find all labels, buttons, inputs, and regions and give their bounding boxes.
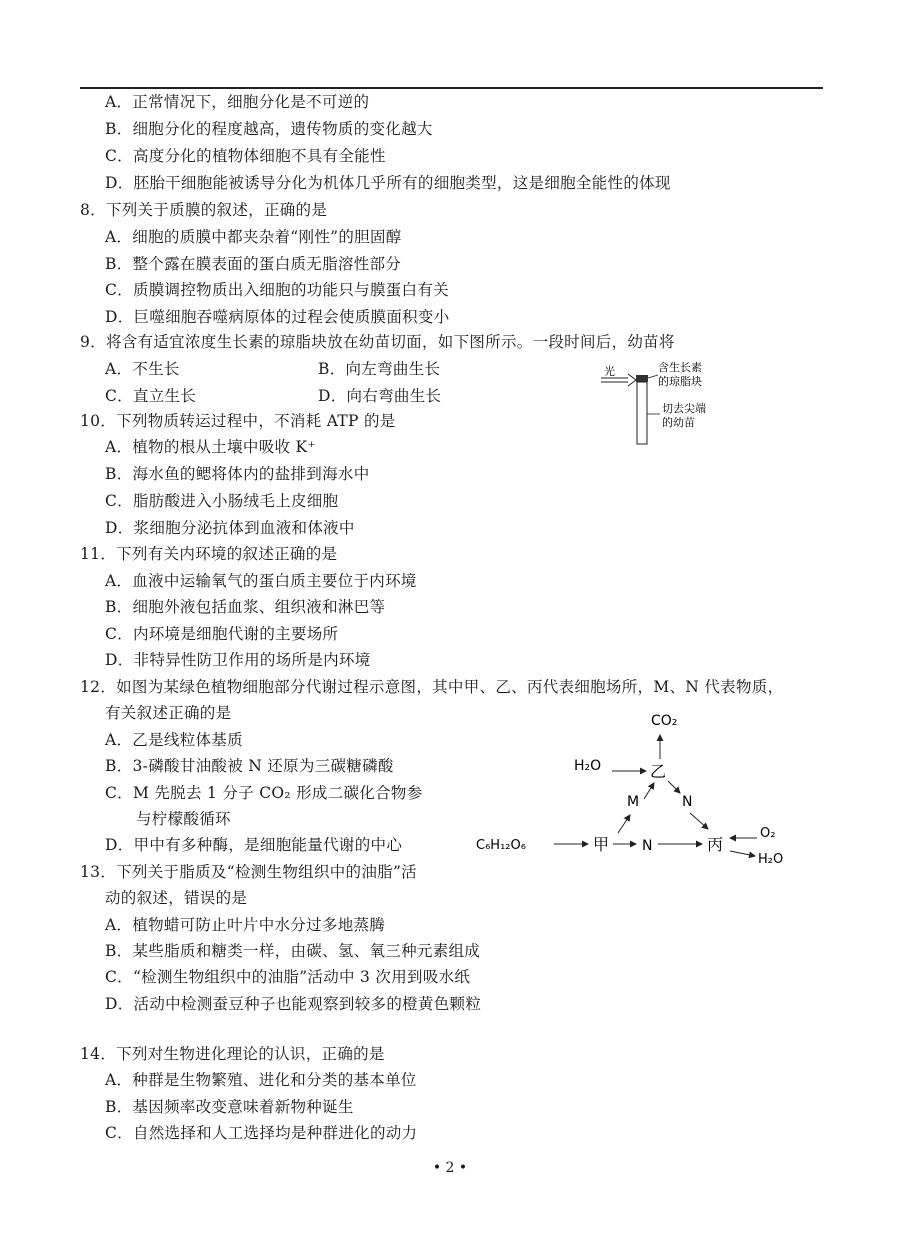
agar-label-1: 含生长素	[658, 361, 702, 374]
q10-option-c: C．脂肪酸进入小肠绒毛上皮细胞	[105, 492, 339, 510]
agar-pointer-line	[648, 375, 658, 378]
o2-label: O₂	[760, 826, 776, 841]
agar-label-2: 的琼脂块	[658, 375, 702, 388]
q12-option-a: A．乙是线粒体基质	[105, 731, 243, 749]
q14-option-c: C．自然选择和人工选择均是种群进化的动力	[105, 1124, 418, 1142]
q8-option-c: C．质膜调控物质出入细胞的功能只与膜蛋白有关	[105, 281, 449, 299]
q12-stem-line-2: 有关叙述正确的是	[105, 704, 232, 722]
q12-option-c-line-1: C．M 先脱去 1 分子 CO₂ 形成二碳化合物参	[105, 784, 423, 802]
q11-option-c: C．内环境是细胞代谢的主要场所	[105, 625, 339, 643]
n-right-label: N	[682, 794, 693, 810]
n-bottom-label: N	[642, 838, 653, 854]
seedling-label-1: 切去尖端	[662, 402, 706, 415]
q12-option-d: D．甲中有多种酶，是细胞能量代谢的中心	[105, 836, 403, 854]
q13-stem-line-1: 13．下列关于脂质及“检测生物组织中的油脂”活	[80, 863, 417, 881]
page-number: • 2 •	[432, 1160, 468, 1176]
q8-stem: 8．下列关于质膜的叙述，正确的是	[80, 201, 328, 219]
q9-option-c: C．直立生长	[105, 387, 197, 405]
h2o-input-label: H₂O	[574, 758, 602, 774]
q13-option-c: C．“检测生物组织中的油脂”活动中 3 次用到吸水纸	[105, 968, 471, 986]
q10-option-b: B．海水鱼的鳃将体内的盐排到海水中	[105, 465, 370, 483]
q9-stem: 9．将含有适宜浓度生长素的琼脂块放在幼苗切面，如下图所示。一段时间后，幼苗将	[80, 333, 675, 351]
yi-label: 乙	[650, 762, 667, 781]
q11-option-a: A．血液中运输氧气的蛋白质主要位于内环境	[105, 572, 417, 590]
co2-label: CO₂	[651, 713, 678, 729]
q13-option-a: A．植物蜡可防止叶片中水分过多地蒸腾	[105, 916, 386, 934]
q13-stem-line-2: 动的叙述，错误的是	[105, 889, 248, 907]
header-rule	[80, 87, 823, 89]
q8-option-d: D．巨噬细胞吞噬病原体的过程会使质膜面积变小	[105, 308, 450, 326]
q11-option-b: B．细胞外液包括血浆、组织液和淋巴等	[105, 598, 386, 616]
q10-option-a: A．植物的根从土壤中吸收 K⁺	[105, 438, 316, 456]
q10-option-d: D．浆细胞分泌抗体到血液和体液中	[105, 519, 355, 537]
q10-stem: 10．下列物质转运过程中，不消耗 ATP 的是	[80, 412, 396, 430]
q14-option-a: A．种群是生物繁殖、进化和分类的基本单位	[105, 1071, 417, 1089]
q9-option-d: D．向右弯曲生长	[318, 387, 442, 405]
q7-option-c: C．高度分化的植物体细胞不具有全能性	[105, 147, 386, 165]
q7-option-b: B．细胞分化的程度越高，遗传物质的变化越大	[105, 120, 433, 138]
q13-option-b: B．某些脂质和糖类一样，由碳、氢、氧三种元素组成	[105, 942, 481, 960]
glucose-label: C₆H₁₂O₆	[476, 838, 526, 853]
q9-option-b: B．向左弯曲生长	[318, 360, 441, 378]
jia-label: 甲	[593, 835, 610, 854]
q14-option-b: B．基因频率改变意味着新物种诞生	[105, 1098, 354, 1116]
light-label: 光	[604, 365, 615, 378]
metabolism-diagram	[470, 705, 800, 877]
seedling-stem	[637, 382, 647, 444]
m-to-yi-arrow	[644, 783, 654, 799]
jia-to-m-arrow	[618, 815, 630, 833]
q11-option-d: D．非特异性防卫作用的场所是内环境	[105, 651, 371, 669]
q7-option-a: A．正常情况下，细胞分化是不可逆的	[105, 93, 370, 111]
q13-option-d: D．活动中检测蚕豆种子也能观察到较多的橙黄色颗粒	[105, 995, 482, 1013]
bing-to-h2o-arrow	[730, 851, 755, 856]
seedling-label-2: 的幼苗	[662, 416, 695, 429]
agar-block	[636, 375, 648, 382]
q8-option-b: B．整个露在膜表面的蛋白质无脂溶性部分	[105, 255, 402, 273]
n-to-bing-arrow	[690, 813, 708, 829]
q7-option-d: D．胚胎干细胞能被诱导分化为机体几乎所有的细胞类型，这是细胞全能性的体现	[105, 174, 671, 192]
q12-stem-line-1: 12．如图为某绿色植物细胞部分代谢过程示意图，其中甲、乙、丙代表细胞场所，M、N 代表物质，	[80, 678, 784, 696]
seedling-figure	[598, 356, 758, 448]
q14-stem: 14．下列对生物进化理论的认识，正确的是	[80, 1045, 385, 1063]
yi-to-n-arrow	[668, 781, 680, 793]
q12-option-b: B．3-磷酸甘油酸被 N 还原为三碳糖磷酸	[105, 757, 394, 775]
q12-option-c-line-2: 与柠檬酸循环	[136, 810, 231, 828]
q11-stem: 11．下列有关内环境的叙述正确的是	[80, 545, 338, 563]
m-label: M	[627, 794, 640, 810]
h2o-output-label: H₂O	[758, 852, 784, 867]
q9-option-a: A．不生长	[105, 360, 180, 378]
bing-label: 丙	[707, 835, 724, 854]
q8-option-a: A．细胞的质膜中都夹杂着“刚性”的胆固醇	[105, 228, 402, 246]
